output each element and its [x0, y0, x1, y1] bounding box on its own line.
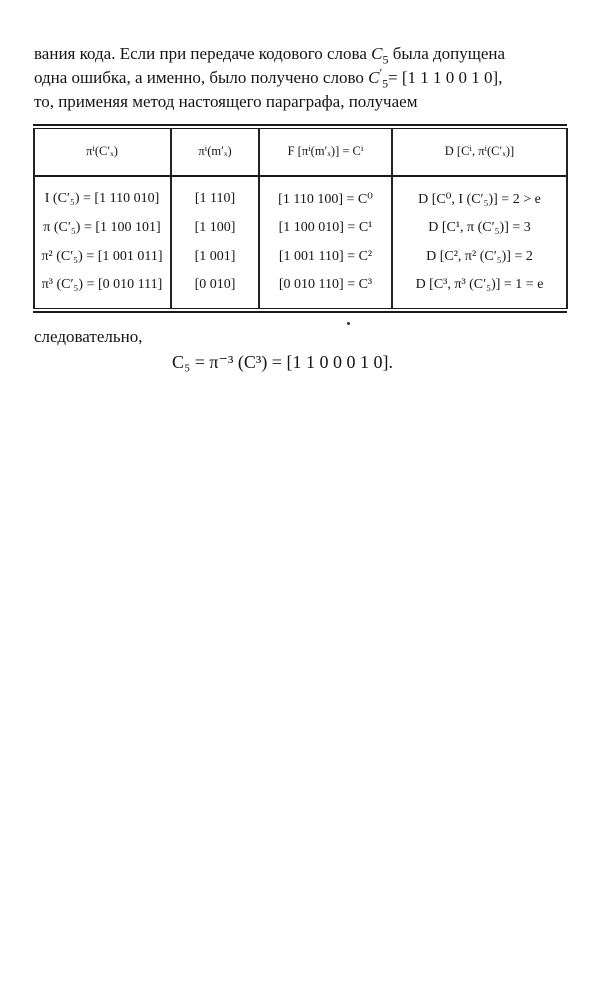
table-cell: [1 001 110] = C²	[278, 249, 373, 264]
paragraph-line-2: одна ошибка, а именно, было получено слово $C'_5= [1$ 1 1 0 0 1 0],	[34, 65, 503, 91]
table-bottom-rule-thin	[33, 308, 567, 309]
table-header-col2: πⁱ(m′ₓ)	[198, 144, 232, 158]
table-cell: D [C⁰, I (C′₅)] = 2 > e	[418, 192, 541, 207]
table-cell: D [C², π² (C′₅)] = 2	[426, 249, 533, 264]
table-top-rule-thin	[33, 128, 567, 129]
table-cell: D [C³, π³ (C′₅)] = 1 = e	[415, 277, 544, 292]
table-cell: [1 110 100] = C⁰	[278, 192, 373, 207]
table-cell: D [C¹, π (C′₅)] = 3	[428, 220, 531, 235]
table-cell: [1 100 010] = C¹	[278, 220, 373, 235]
table-cell: π² (C′₅) = [1 001 011]	[41, 249, 163, 264]
table-cell: [1 100]	[194, 220, 236, 235]
table-bottom-rule	[33, 311, 567, 313]
table-cell: [1 001]	[194, 249, 236, 264]
table-right-border	[566, 128, 568, 309]
conclusion-formula: C₅ = π⁻³ (C³) = [1 1 0 0 0 1 0].	[172, 352, 393, 372]
table-cell: [1 110]	[194, 191, 236, 206]
paragraph-line-3: то, применяя метод настоящего параграфа, получаем	[34, 92, 418, 111]
table-top-rule	[33, 124, 567, 126]
stray-dot-mark	[347, 322, 350, 325]
table-cell: I (C′₅) = [1 110 010]	[44, 191, 160, 206]
table-header-col3: F [πⁱ(m′ₓ)] = Cⁱ	[287, 144, 364, 158]
table-header-col1: πⁱ(C′ₓ)	[86, 144, 118, 158]
conclusion-text: следовательно,	[34, 327, 143, 346]
table-cell: [0 010]	[194, 277, 236, 292]
table-cell: π (C′₅) = [1 100 101]	[43, 220, 161, 235]
table-header-rule	[33, 175, 567, 177]
table-header-col4: D [Cⁱ, πⁱ(C′ₓ)]	[444, 144, 515, 158]
table-cell: [0 010 110] = C³	[278, 277, 373, 292]
paragraph-line-1: вания кода. Если при передаче кодового слова $C_5$ была допущена	[34, 44, 506, 67]
table-cell: π³ (C′₅) = [0 010 111]	[41, 277, 163, 292]
